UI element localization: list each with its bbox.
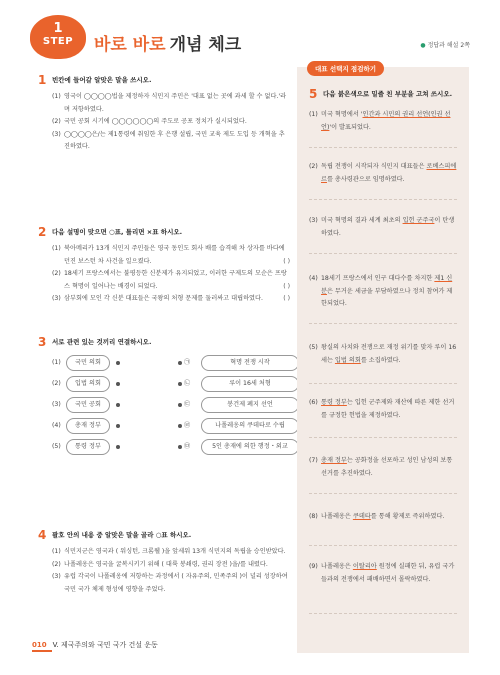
underlined-phrase: 입법 의회 — [334, 356, 361, 364]
match-right-item[interactable]: 루이 16세 처형 — [201, 376, 299, 392]
question-item: (2) 18세기 프랑스에서는 불평등한 신분제가 유지되었고, 이러한 구제도의 모순은 프랑스 혁명이 일어나는 배경이 되었다. ( ) — [52, 268, 290, 293]
answer-line[interactable] — [309, 493, 457, 494]
question-item: (3) ◯◯◯◯은/는 제1통령에 취임한 후 은행 설립, 국민 교육 제도 도입 등 개혁을 추진하였다. — [52, 130, 285, 150]
footer-accent-bar — [32, 650, 52, 652]
answer-line[interactable] — [309, 545, 457, 546]
match-row: (2) 입법 의회 ㉡ 루이 16세 처형 — [52, 376, 290, 397]
correction-item: (5) 왕실의 사치와 전쟁으로 재정 위기를 맞자 루이 16세는 입법 의회를 소집하였다. — [309, 344, 457, 364]
page-footer — [32, 640, 158, 650]
connect-dot[interactable] — [116, 403, 120, 407]
answer-reference-text: 정답과 해설 2쪽 — [427, 42, 470, 49]
answer-line[interactable] — [309, 383, 457, 384]
question-item: (3) 삼부회에 모인 각 신분 대표들은 국왕의 처형 문제를 둘러싸고 대립하였다. ( ) — [52, 293, 290, 306]
question-number: 3 — [38, 335, 47, 349]
match-row: (1) 국민 의회 ㉠ 혁명 전쟁 시작 — [52, 355, 290, 376]
question-number: 1 — [38, 73, 47, 87]
correction-item: (9) 나폴레옹은 이탈리아 원정에 실패한 뒤, 유럽 국가들과의 전쟁에서 패배하면서 몰락하였다. — [309, 563, 455, 583]
correction-item: (1) 미국 혁명에서 '인간과 시민의 권리 선언(인권 선언)'이 발표되었다. — [309, 111, 451, 131]
page-title-accent: 바로 바로 — [94, 35, 166, 55]
match-right-item[interactable]: 나폴레옹의 쿠데타로 수립 — [201, 418, 299, 434]
underlined-phrase: 인간과 시민의 권리 선언(인권 선언) — [321, 111, 451, 131]
answer-line[interactable] — [309, 147, 457, 148]
match-row: (3) 국민 공회 ㉢ 봉건제 폐지 선언 — [52, 397, 290, 418]
match-left-item[interactable]: 통령 정부 — [66, 439, 110, 455]
answer-line[interactable] — [309, 199, 457, 200]
answer-reference — [420, 40, 470, 49]
correction-item: (6) 통령 정부는 입헌 군주제와 재산에 따른 제한 선거를 규정한 헌법을 제정하였다. — [309, 399, 455, 419]
answer-line[interactable] — [309, 437, 457, 438]
match-row: (5) 통령 정부 ㉤ 5인 총재에 의한 행정・외교 — [52, 439, 290, 460]
correction-item: (2) 독립 전쟁이 시작되자 식민지 대표들은 로베스피에르를 총사령관으로 임명하였다. — [309, 163, 457, 183]
question-number: 2 — [38, 225, 47, 239]
underlined-phrase: 총재 정부 — [321, 457, 347, 464]
connect-dot[interactable] — [178, 382, 182, 386]
question-number: 4 — [38, 528, 47, 542]
bullet-icon: ● — [420, 42, 426, 49]
correction-item: (4) 18세기 프랑스에서 인구 대다수를 차지한 제1 신분은 무거운 세금을 부담하였으나 정치 참여가 제한되었다. — [309, 275, 453, 307]
match-left-item[interactable]: 국민 의회 — [66, 355, 110, 371]
match-right-item[interactable]: 혁명 전쟁 시작 — [201, 355, 299, 371]
correction-item: (3) 미국 혁명의 결과 세계 최초의 입헌 군주국이 탄생하였다. — [309, 217, 455, 237]
correction-item: (8) 나폴레옹은 쿠데타를 통해 황제로 즉위하였다. — [309, 513, 445, 520]
connect-dot[interactable] — [178, 424, 182, 428]
match-right-item[interactable]: 봉건제 폐지 선언 — [201, 397, 299, 413]
underlined-phrase: 입헌 군주국 — [402, 217, 435, 224]
answer-blank[interactable]: ( ) — [283, 295, 290, 302]
question-item: (3) 유럽 각국이 나폴레옹에 저항하는 과정에서 ( 자유주의, 민족주의 )이 널리 성장하여 국민 국가 체제 형성에 영향을 주었다. — [52, 573, 288, 593]
question-item: (1) 식민지군은 영국과 ( 워싱턴, 크롬웰 )을 앞세워 13개 식민지의 독립을 승인받았다. — [52, 548, 286, 555]
step-label: STEP — [42, 36, 74, 47]
answer-line[interactable] — [309, 613, 457, 614]
correction-item: (7) 총재 정부는 공화정을 선포하고 성인 남성의 보통 선거를 추진하였다. — [309, 457, 453, 477]
underlined-phrase: 통령 정부 — [321, 399, 347, 406]
underlined-phrase: 로베스피에르 — [321, 163, 457, 183]
answer-blank[interactable]: ( ) — [283, 257, 290, 265]
answer-line[interactable] — [309, 253, 457, 254]
match-left-item[interactable]: 입법 의회 — [66, 376, 110, 392]
underlined-phrase: 쿠데타 — [352, 513, 371, 520]
question-title: 괄호 안의 내용 중 알맞은 말을 골라 ○표 하시오. — [52, 531, 192, 539]
step-number: 1 — [53, 21, 63, 36]
chapter-title: V. 제국주의와 국민 국가 건설 운동 — [52, 641, 158, 649]
underlined-phrase: 제1 신분 — [321, 275, 453, 295]
connect-dot[interactable] — [116, 382, 120, 386]
question-title: 빈칸에 들어갈 알맞은 말을 쓰시오. — [52, 76, 152, 84]
match-row: (4) 총재 정부 ㉣ 나폴레옹의 쿠데타로 수립 — [52, 418, 290, 439]
review-panel — [297, 67, 469, 653]
question-title: 다음 붉은색으로 밑줄 친 부분을 고쳐 쓰시오. — [323, 90, 453, 98]
connect-dot[interactable] — [116, 361, 120, 365]
match-right-item[interactable]: 5인 총재에 의한 행정・외교 — [201, 439, 299, 455]
question-item: (1) 영국이 ◯◯◯◯법을 제정하자 식민지 주민은 '대표 없는 곳에 과세 할 수 없다.'라며 저항하였다. — [52, 93, 287, 113]
connect-dot[interactable] — [116, 445, 120, 449]
panel-tab-label: 대표 선택지 점검하기 — [307, 61, 384, 76]
question-title: 서로 관련 있는 것끼리 연결하시오. — [52, 338, 152, 346]
question-item: (2) 나폴레옹은 영국을 굴복시키기 위해 ( 대륙 봉쇄령, 권리 장전 )을/를 내렸다. — [52, 560, 268, 568]
step-badge — [30, 15, 86, 59]
underlined-phrase: 이탈리아 — [352, 563, 377, 570]
question-item: (2) 국민 공회 시기에 ◯◯◯◯◯◯의 주도로 공포 정치가 실시되었다. — [52, 118, 247, 125]
page-title-main: 개념 체크 — [169, 35, 242, 55]
match-left-item[interactable]: 총재 정부 — [66, 418, 110, 434]
page-number: 010 — [32, 641, 47, 649]
answer-blank[interactable]: ( ) — [283, 282, 290, 290]
question-item: (1) 북아메리카 13개 식민지 주민들은 영국 동인도 회사 배를 습격해 차 상자를 바다에 던진 보스턴 차 사건을 일으켰다. ( ) — [52, 243, 290, 268]
connect-dot[interactable] — [178, 445, 182, 449]
question-number: 5 — [309, 87, 318, 101]
connect-dot[interactable] — [178, 403, 182, 407]
page-title — [94, 30, 241, 55]
connect-dot[interactable] — [178, 361, 182, 365]
answer-line[interactable] — [309, 323, 457, 324]
connect-dot[interactable] — [116, 424, 120, 428]
question-title: 다음 설명이 맞으면 ○표, 틀리면 ×표 하시오. — [52, 228, 183, 236]
match-left-item[interactable]: 국민 공회 — [66, 397, 110, 413]
